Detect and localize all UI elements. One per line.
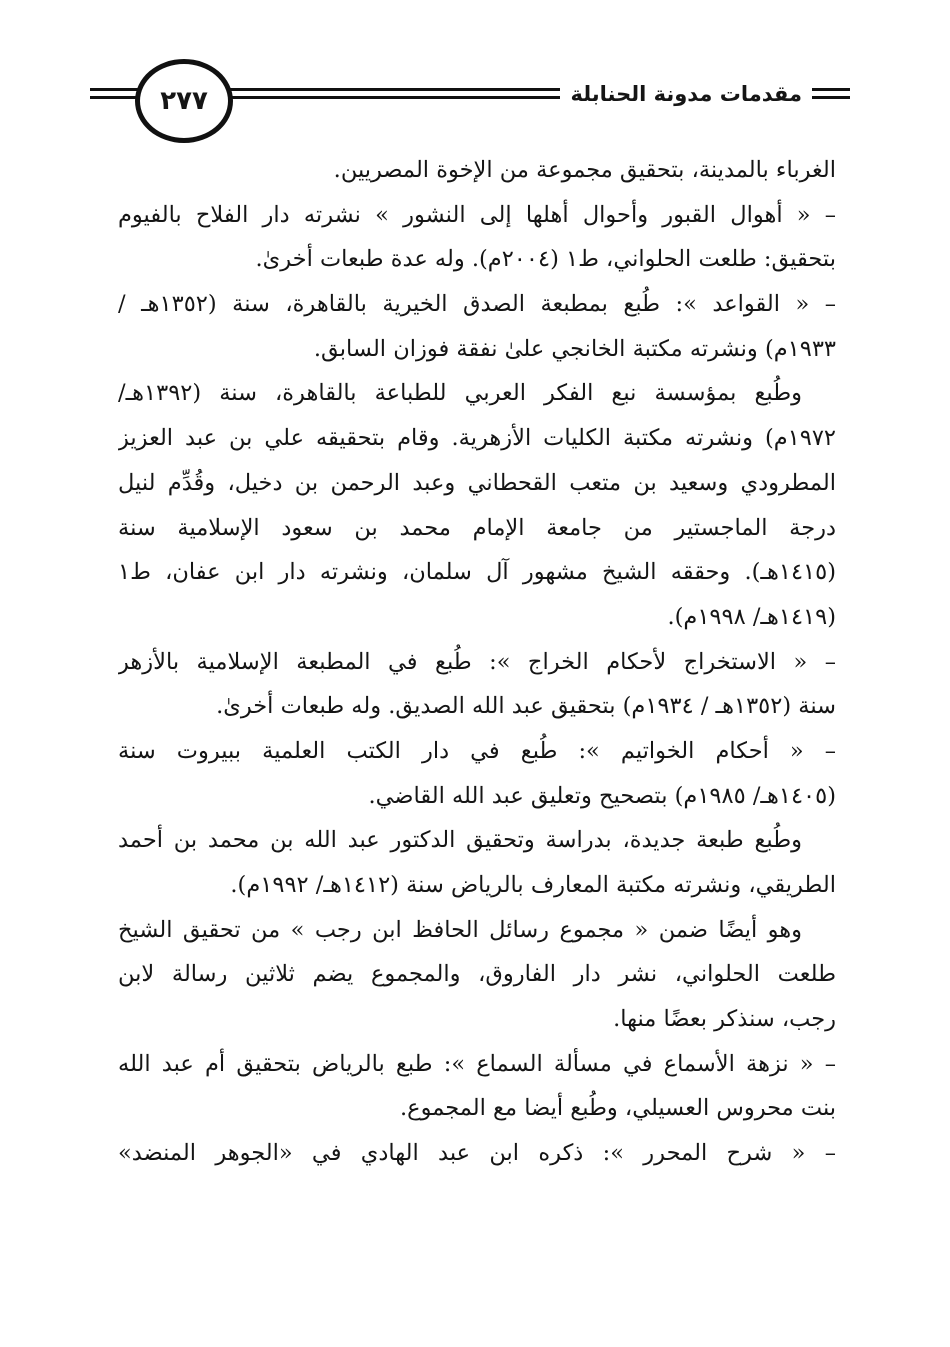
- running-header: [90, 55, 850, 135]
- text-line: – « نزهة الأسماع في مسألة السماع »: طبع بالرياض بتحقيق أم عبد الله: [118, 1050, 836, 1077]
- text-line: (١٤١٥هـ). وحققه الشيخ مشهور آل سلمان، ونشرته دار ابن عفان، ط١: [118, 559, 836, 586]
- text-line: سنة (١٣٥٢هـ / ١٩٣٤م) بتحقيق عبد الله الصديق. وله طبعات أخرىٰ.: [216, 693, 836, 720]
- text-line: – « الاستخراج لأحكام الخراج »: طُبع في المطبعة الإسلامية بالأزهر: [118, 648, 836, 675]
- text-line: وطُبع بمؤسسة نبع الفكر العربي للطباعة بالقاهرة، سنة (١٣٩٢هـ/: [118, 380, 802, 407]
- text-line: الغرباء بالمدينة، بتحقيق مجموعة من الإخوة المصريين.: [333, 157, 836, 183]
- text-line: ١٩٧٢م) ونشرته مكتبة الكليات الأزهرية. وقام بتحقيقه علي بن عبد العزيز: [118, 425, 836, 452]
- text-line: (١٤١٩هـ/ ١٩٩٨م).: [667, 603, 836, 630]
- text-line: ١٩٣٣م) ونشرته مكتبة الخانجي علىٰ نفقة فوزان السابق.: [313, 335, 836, 362]
- text-line: – « القواعد »: طُبع بمطبعة الصدق الخيرية بالقاهرة، سنة (١٣٥٢هـ /: [118, 291, 836, 318]
- text-line: الطريقي، ونشرته مكتبة المعارف بالرياض سنة (١٤١٢هـ/ ١٩٩٢م).: [230, 872, 836, 898]
- text-line: طلعت الحلواني، نشر دار الفاروق، والمجموع يضم ثلاثين رسالة لابن: [118, 961, 836, 988]
- text-line: وطُبع طبعة جديدة، بدراسة وتحقيق الدكتور عبد الله بن محمد بن أحمد: [118, 827, 802, 854]
- text-line: رجب، سنذكر بعضًا منها.: [613, 1006, 836, 1033]
- text-line: – « شرح المحرر »: ذكره ابن عبد الهادي في «الجوهر المنضد»: [118, 1140, 836, 1167]
- page-number: ٢٧٧: [135, 59, 233, 143]
- body-text: [118, 148, 836, 1176]
- text-line: بنت محروس العسيلي، وطُبع أيضا مع المجموع.: [400, 1095, 836, 1122]
- text-line: وهو أيضًا ضمن « مجموع رسائل الحافظ ابن رجب » من تحقيق الشيخ: [118, 916, 802, 943]
- text-line: بتحقيق: طلعت الحلواني، ط١ (٢٠٠٤م). وله عدة طبعات أخرىٰ.: [255, 246, 836, 273]
- text-line: المطرودي وسعيد بن متعب القحطاني وعبد الرحمن بن دخيل، وقُدِّم لنيل: [118, 469, 836, 496]
- text-line: – « أحكام الخواتيم »: طُبع في دار الكتب العلمية ببيروت سنة: [118, 737, 836, 764]
- text-line: درجة الماجستير من جامعة الإمام محمد بن سعود الإسلامية سنة: [118, 514, 836, 541]
- text-line: (١٤٠٥هـ/ ١٩٨٥م) بتصحيح وتعليق عبد الله القاضي.: [368, 782, 836, 809]
- text-line: – « أهوال القبور وأحوال أهلها إلى النشور » نشرته دار الفلاح بالفيوم: [118, 201, 836, 228]
- running-title: مقدمات مدونة الحنابلة: [560, 80, 812, 108]
